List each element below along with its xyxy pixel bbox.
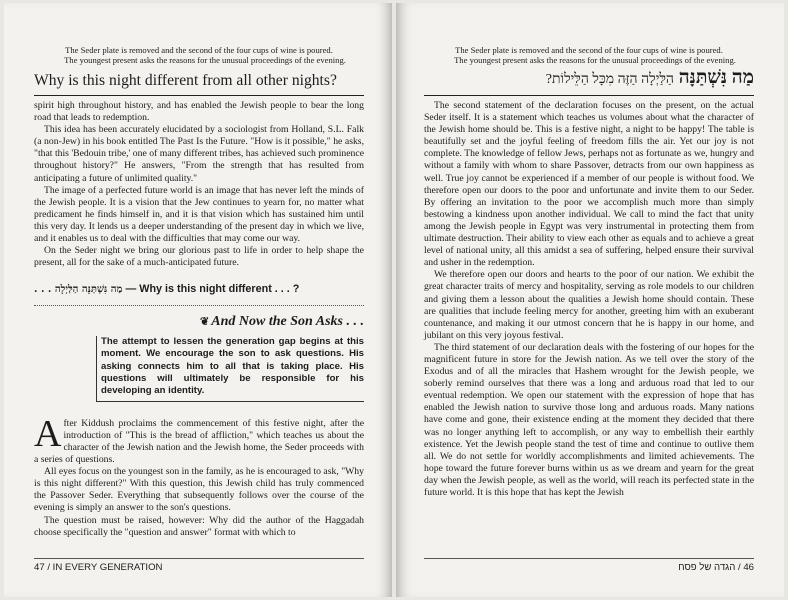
footer-number: 46 / (737, 562, 754, 573)
commentary-text: The attempt to lessen the generation gap begins at this moment. We encourage the son to ask questions. His asking connects him to all that is taking place. His questions will ultimately be responsible for his developing an identity. (101, 336, 364, 396)
dropcap-paragraph (34, 412, 364, 466)
heading-rule (424, 95, 754, 96)
paragraph: spirit high throughout history, and has enabled the Jewish people to bear the long road that leads to redemption. (34, 100, 364, 124)
left-running-footer: 47 / IN EVERY GENERATION (34, 562, 163, 573)
dotted-divider (34, 305, 364, 306)
left-body-text (34, 100, 364, 269)
ornament-icon: ❦ (200, 316, 210, 329)
subhead-english: — Why is this night different . . . ? (125, 283, 300, 296)
left-page (4, 3, 392, 597)
left-stage-direction-line2: The youngest present asks the reasons for the unusual proceedings of the evening. (64, 55, 346, 65)
paragraph: All eyes focus on the youngest son in the family, as he is encouraged to ask, "Why is this night different?" With this question, this Jewish child has truly commenced the Passover Seder. Everything that subsequently follows over the course of the evening is simply an answer to the son's questions. (34, 466, 364, 514)
right-stage-direction-line1: The Seder plate is removed and the second of the four cups of wine is poured. (455, 45, 723, 55)
section-subhead (34, 283, 364, 295)
drop-cap: A (34, 412, 62, 455)
footer-hebrew-title: הגדה של פסח (678, 562, 736, 573)
heading-hebrew-rest: הַלַּיְלָה הַזֶּה מִכָּל הַלֵּילוֹת? (545, 72, 674, 87)
dropcap-paragraph-text: fter Kiddush proclaims the commencement of this festive night, after the introduction of "This is the bread of affliction," which teaches us about the character of the Jewish nation and the Jewish home, the Seder proceeds with a series of questions. (34, 417, 364, 466)
right-running-footer (678, 562, 754, 573)
paragraph: This idea has been accurately elucidated by a sociologist from Holland, S.L. Falk (a non-Jew) in his book entitled The Past Is the Future. "How is it possible," he asks, "that this 'Bedouin tribe,' one of many different tribes, has achieved such prominence throughout history?" He answers, "From the strength that has resulted from anticipating a future of unlimited quality." (34, 124, 364, 184)
son-asks-title: And Now the Son Asks . . . (211, 314, 364, 330)
heading-rule (34, 95, 364, 96)
left-stage-direction-line1: The Seder plate is removed and the second of the four cups of wine is poured. (65, 45, 333, 55)
right-page-heading (424, 67, 754, 91)
commentary-rule (97, 401, 364, 402)
paragraph: The second statement of the declaration focuses on the present, on the actual Seder itself. It is a statement which teaches us volumes about what the character of the Jewish home should be. This is a festive night, a night to be happy! The table is beautifully set and the joyful feeling of freedom fills the air. Yet our joy is not complete. The knowledge of fellow Jews, perhaps not as fortunate as we, hungry and without a family with whom to share Passover, detracts from our own happiness as well. True joy cannot be experienced if a member of our people is without food. We therefore open our doors to the poor and unfortunate and invite them to our Seder. By offering an invitation to the poor we accomplish much more than simply bestowing a kindness upon another individual. We call to mind the fact that unity among the Jewish people in Egypt was very instrumental in protecting them from ultimate destruction. Their ability to view each other as equals and to achieve a great level of national unity, all this amidst a sea of suffering, helped ensure their survival and usher in the redemption. (424, 100, 754, 269)
right-footer-rule (424, 558, 754, 559)
right-stage-direction (424, 45, 754, 65)
right-page (396, 3, 784, 597)
subhead-hebrew: מַה נִּשְׁתַּנָּה הַלַּיְלָה . . . (34, 284, 123, 296)
paragraph: We therefore open our doors and hearts to the poor of our nation. We exhibit the great character traits of mercy and hospitality, serving as role models to our children and giving them a lesson about the qualities a Jewish home should contain. These are qualities that include feeling mercy for another, greeting him with an exuberant countenance, and making it our utmost concern that he is happy in our home, and jubilant on this very joyous festival. (424, 269, 754, 341)
paragraph: The question must be raised, however: Why did the author of the Haggadah choose specifically the "question and answer" format with which to (34, 514, 364, 538)
son-asks-heading (34, 314, 364, 330)
heading-hebrew-main: מַה נִּשְׁתַּנָּה (678, 67, 754, 88)
left-stage-direction (34, 45, 364, 65)
right-body-text (424, 100, 754, 499)
paragraph: The image of a perfected future world is an image that has never left the minds of the Jewish people. It is a vision that the Jew continues to yearn for, no matter what predicament he finds himself in, and it is that vision which has sustained him until this very day. It lends us a deeper understanding of the present day in which we live, and it enables us to deal with the difficulties that may come our way. (34, 184, 364, 245)
left-body-text-2 (34, 412, 364, 539)
left-page-heading: Why is this night different from all other nights? (34, 72, 337, 89)
right-stage-direction-line2: The youngest present asks the reasons for the unusual proceedings of the evening. (454, 55, 736, 65)
paragraph: The third statement of our declaration deals with the fostering of our hopes for the magnificent future in store for the Jewish nation. As we tell over the story of the Exodus and of all the miracles that Hashem wrought for the Jewish people, we soberly remind ourselves that there was a long and arduous road that led to our eventual redemption. We open our statement with the expression of hope that has enabled the Jewish nation to survive those long and arduous roads. Many nations have come and gone, their existence ending at the moment they decided that there was no longer anything left to accomplish, or any way to embellish their earthly existence. Yet the Jewish people stand the test of time and continue to outlive them all. We do not settle for worldly accomplishments and limited achievements. The hope toward the future forever burns within us as we dream and yearn for the great day when the Jewish people, as well as the world, will reach its perfected state in the future world. It is this hope that has kept the Jewish (424, 341, 754, 498)
paragraph: On the Seder night we bring our glorious past to life in order to help shape the present, all for the sake of a much-anticipated future. (34, 245, 364, 269)
left-footer-rule (34, 558, 364, 559)
commentary-box (96, 336, 364, 401)
